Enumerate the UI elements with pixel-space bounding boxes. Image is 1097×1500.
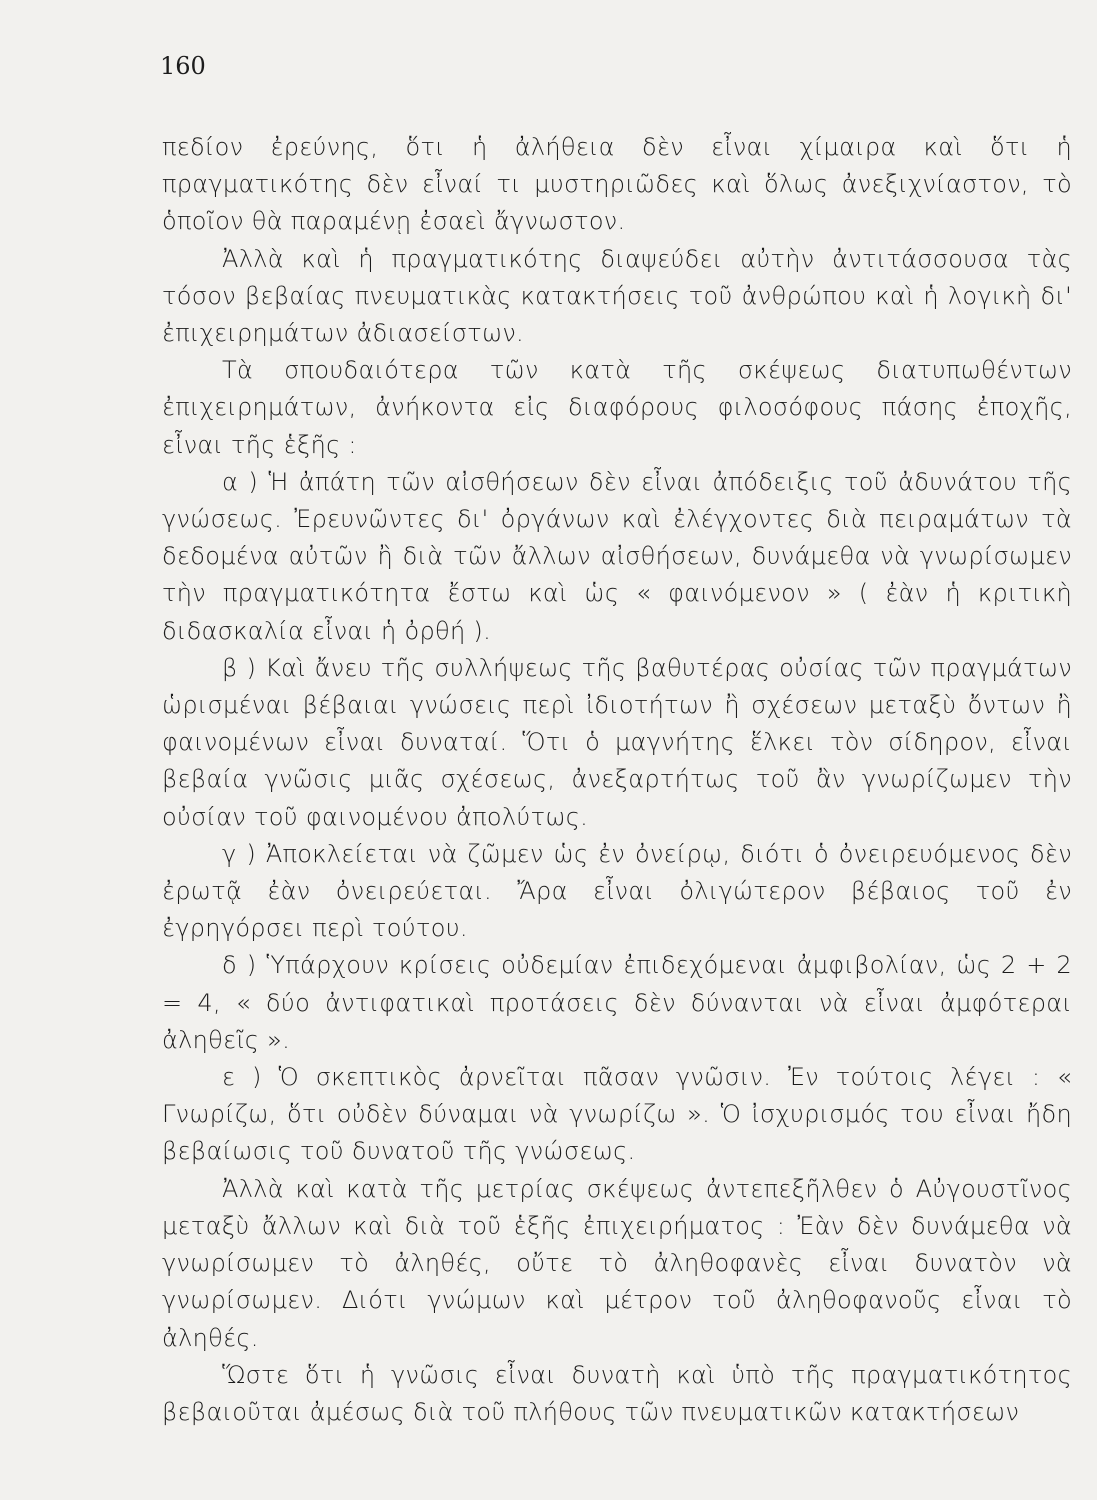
paragraph-continuation: πεδίον ἐρεύνης, ὅτι ἡ ἀλήθεια δὲν εἶναι χίμαιρα καὶ ὅτι ἡ πραγματικότης δὲν εἶναί τι μυστηριῶδες καὶ ὅλως ἀνεξιχνίαστον, τὸ ὁποῖον θὰ παραμένῃ ἐσαεὶ ἄγνωστον.: [162, 133, 1072, 236]
paragraph-augustine: Ἀλλὰ καὶ κατὰ τῆς μετρίας σκέψεως ἀντεπεξῆλθεν ὁ Αὐγουστῖνος μεταξὺ ἄλλων καὶ διὰ τοῦ ἑξῆς ἐπιχειρήματος : Ἐὰν δὲν δυνάμεθα νὰ γνωρίσωμεν τὸ ἀληθές, οὔτε τὸ ἀληθοφανὲς εἶναι δυνατὸν νὰ γνωρίσωμεν. Διότι γνώμων καὶ μέτρον τοῦ ἀληθοφανοῦς εἶναι τὸ ἀληθές.: [162, 1174, 1072, 1352]
paragraph-conclusion: Ὥστε ὅτι ἡ γνῶσις εἶναι δυνατὴ καὶ ὑπὸ τῆς πραγματικότητος βεβαιοῦται ἀμέσως διὰ τοῦ πλήθους τῶν πνευματικῶν κατακτήσεων: [162, 1360, 1072, 1426]
body-text: [162, 129, 1072, 1431]
paragraph-reality-refutes: Ἀλλὰ καὶ ἡ πραγματικότης διαψεύδει αὐτὴν ἀντιτάσσουσα τὰς τόσον βεβαίας πνευματικὰς κατακτήσεις τοῦ ἀνθρώπου καὶ ἡ λογικὴ δι' ἐπιχειρημάτων ἀδιασείστων.: [162, 244, 1072, 348]
paragraph-point-d: δ ) Ὑπάρχουν κρίσεις οὐδεμίαν ἐπιδεχόμεναι ἀμφιβολίαν, ὡς 2 + 2 = 4, « δύο ἀντιφατικαὶ προτάσεις δὲν δύνανται νὰ εἶναι ἀμφότεραι ἀληθεῖς ».: [162, 951, 1072, 1054]
paragraph-point-e: ε ) Ὁ σκεπτικὸς ἀρνεῖται πᾶσαν γνῶσιν. Ἐν τούτοις λέγει : « Γνωρίζω, ὅτι οὐδὲν δύναμαι νὰ γνωρίζω ». Ὁ ἰσχυρισμός του εἶναι ἤδη βεβαίωσις τοῦ δυνατοῦ τῆς γνώσεως.: [162, 1063, 1072, 1166]
paragraph-point-b: β ) Καὶ ἄνευ τῆς συλλήψεως τῆς βαθυτέρας οὐσίας τῶν πραγμάτων ὡρισμέναι βέβαιαι γνώσεις περὶ ἰδιοτήτων ἢ σχέσεων μεταξὺ ὄντων ἢ φαινομένων εἶναι δυναταί. Ὅτι ὁ μαγνήτης ἕλκει τὸν σίδηρον, εἶναι βεβαία γνῶσις μιᾶς σχέσεως, ἀνεξαρτήτως τοῦ ἂν γνωρίζωμεν τὴν οὐσίαν τοῦ φαινομένου ἀπολύτως.: [162, 653, 1072, 831]
paragraph-point-c: γ ) Ἀποκλείεται νὰ ζῶμεν ὡς ἐν ὀνείρῳ, διότι ὁ ὀνειρευόμενος δὲν ἐρωτᾷ ἐὰν ὀνειρεύεται. Ἄρα εἶναι ὀλιγώτερον βέβαιος τοῦ ἐν ἐγρηγόρσει περὶ τούτου.: [162, 839, 1072, 943]
paragraph-arguments-intro: Τὰ σπουδαιότερα τῶν κατὰ τῆς σκέψεως διατυπωθέντων ἐπιχειρημάτων, ἀνήκοντα εἰς διαφόρους φιλοσόφους πάσης ἐποχῆς, εἶναι τῆς ἑξῆς :: [162, 356, 1072, 459]
page-number: 160: [160, 52, 206, 80]
paragraph-point-a: α ) Ἡ ἀπάτη τῶν αἰσθήσεων δὲν εἶναι ἀπόδειξις τοῦ ἀδυνάτου τῆς γνώσεως. Ἐρευνῶντες δι' ὀργάνων καὶ ἐλέγχοντες διὰ πειραμάτων τὰ δεδομένα αὐτῶν ἢ διὰ τῶν ἄλλων αἰσθήσεων, δυνάμεθα νὰ γνωρίσωμεν τὴν πραγματικότητα ἔστω καὶ ὡς « φαινόμενον » ( ἐὰν ἡ κριτικὴ διδασκαλία εἶναι ἡ ὀρθή ).: [162, 467, 1072, 645]
